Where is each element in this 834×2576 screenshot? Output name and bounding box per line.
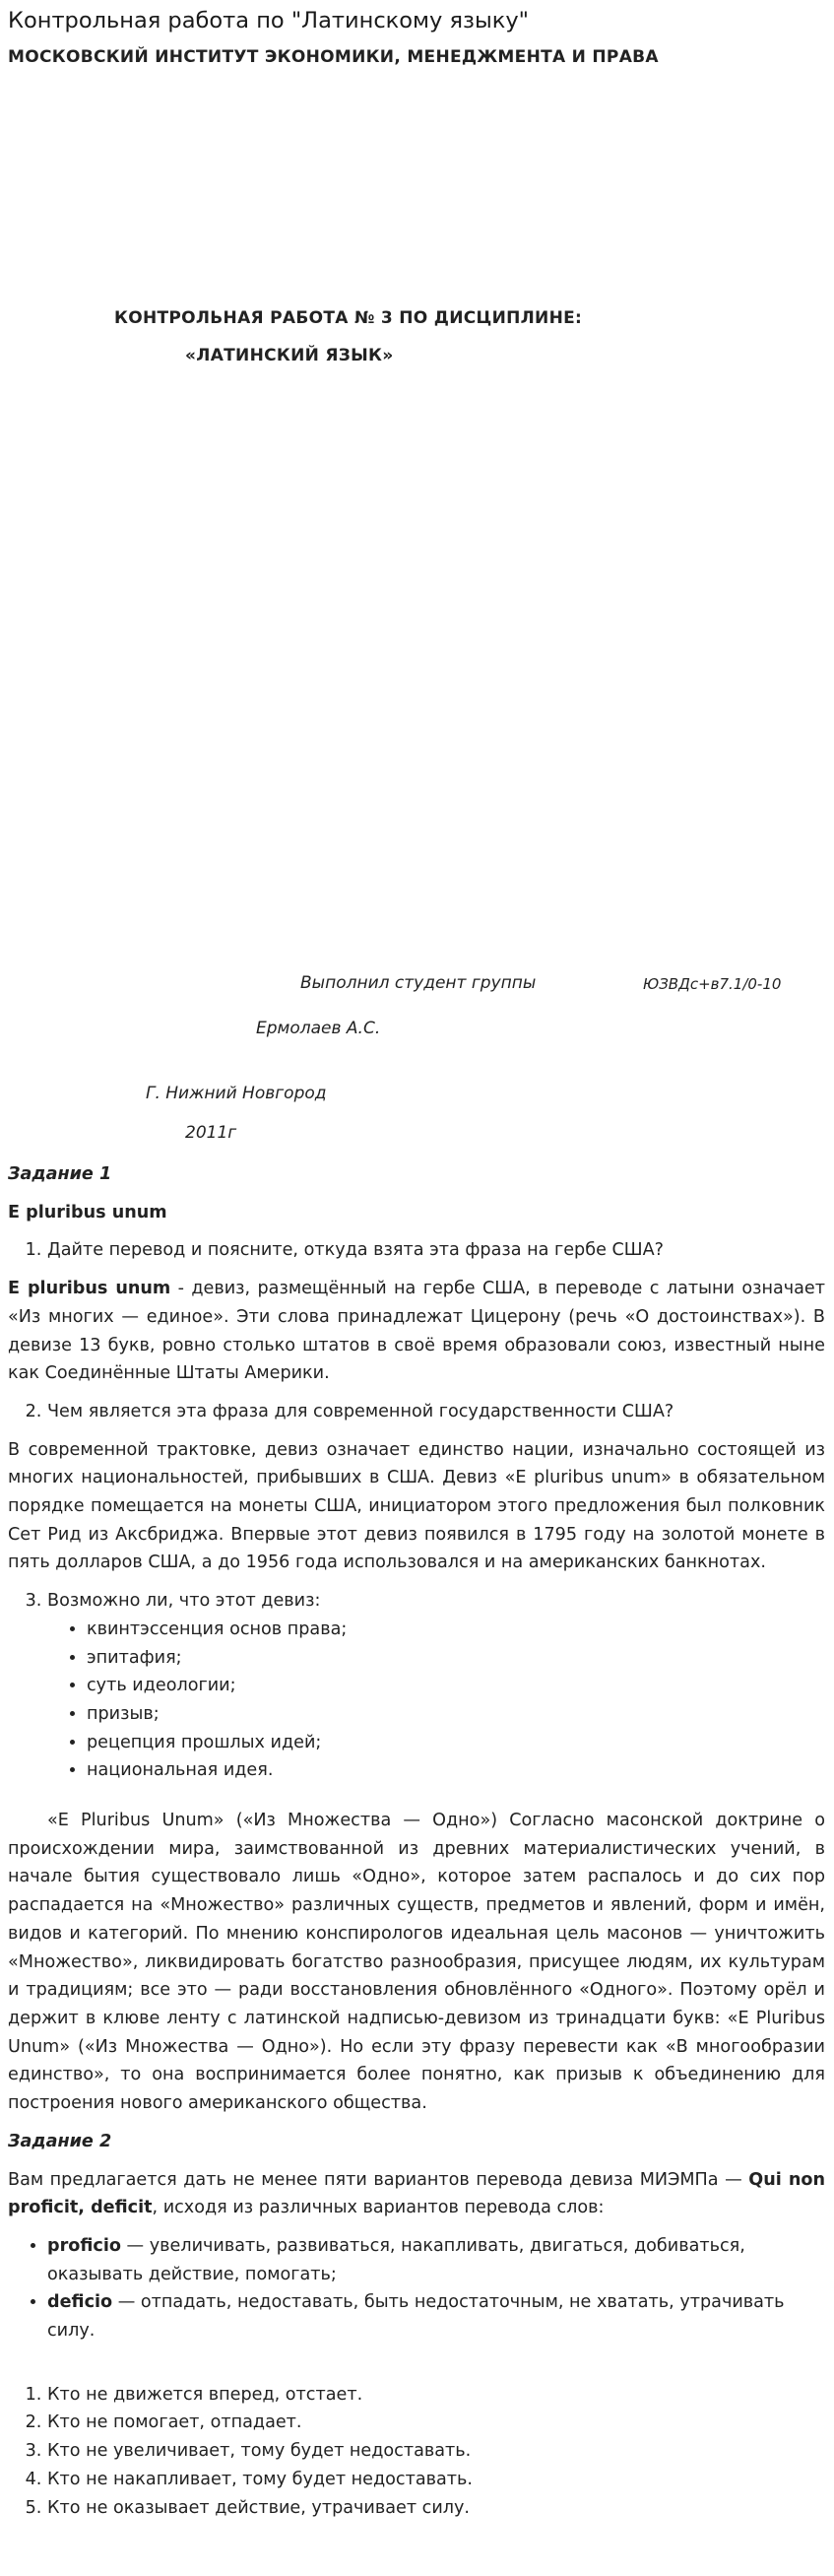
answer-3: «E Pluribus Unum» («Из Множества — Одно») Согласно масонской доктрине о происхождении мира, заимствованной из древних материалистических учений, в начале бытия существовало лишь «Одно», которое затем распалось и до сих пор распадается на «Множество» различных существ, предметов и явлений, форм и имён, видов и категорий. По мнению конспирологов идеальная цель масонов — уничтожить «Множество», ликвидировать богатство разнообразия, присущее людям, их культурам и традициям; все это — ради восстановления обновлённого «Одного». Поэтому орёл и держит в клюве ленту с латинской надписью-девизом из тринадцати букв: «E Pluribus Unum» («Из Множества — Одно»). Но если эту фразу перевести как «В многообразии единство», то она воспринимается более понятно, как призыв к объединению для построения нового американского общества. — [8, 1811, 825, 2114]
word-term: deficio — [47, 2292, 113, 2313]
question-2: 2. Чем является эта фраза для современной государственности США? — [47, 1398, 825, 1426]
task2-heading: Задание 2 — [8, 2131, 112, 2151]
year: 2011г — [185, 1123, 237, 1143]
option-item: • призыв; — [87, 1700, 825, 1729]
word-meaning: — отпадать, недоставать, быть недостаточным, не хватать, утрачивать силу. — [47, 2292, 785, 2342]
word-term: proficio — [47, 2235, 121, 2256]
translation-list — [8, 2381, 825, 2523]
task2-motto: Qui non proficit, deficit — [8, 2169, 825, 2218]
option-item: • квинтэссенция основ права; — [87, 1616, 825, 1644]
performed-by-label: Выполнил студент группы — [300, 973, 537, 993]
question-list-1 — [8, 1236, 825, 1265]
question-3 — [47, 1587, 825, 1785]
question-list-2 — [8, 1398, 825, 1426]
student-group: ЮЗВДс+в7.1/0-10 — [643, 975, 782, 993]
work-title: КОНТРОЛЬНАЯ РАБОТА № 3 ПО ДИСЦИПЛИНЕ: — [114, 308, 583, 328]
document-title: Контрольная работа по "Латинскому языку" — [8, 8, 530, 33]
task2-intro-after: , исходя из различных вариантов перевода слов: — [152, 2198, 605, 2218]
question-3-options — [47, 1616, 825, 1785]
option-item: • рецепция прошлых идей; — [87, 1729, 825, 1757]
task1-motto: E pluribus unum — [8, 1202, 167, 1222]
answer-2: В современной трактовке, девиз означает единство нации, изначально состоящей из многих национальностей, прибывших в США. Девиз «E pluribus unum» в обязательном порядке помещается на монеты США, инициатором этого предложения был полковник Сет Рид из Аксбриджа. Впервые этот девиз появился в 1795 году на золотой монете в пять долларов США, а до 1956 года использовался и на американских банкнотах. — [8, 1439, 825, 1573]
option-item: • национальная идея. — [87, 1756, 825, 1785]
answer-1-text: - девиз, размещённый на гербе США, в переводе с латыни означает «Из многих — единое». Эти слова принадлежат Цицерону (речь «О достоинствах»). В девизе 13 букв, ровно столько штатов в своё время образовали союз, известный ныне как Соединённые Штаты Америки. — [8, 1279, 825, 1384]
translation-item: 1. Кто не движется вперед, отстает. — [47, 2381, 825, 2410]
translation-item: 3. Кто не увеличивает, тому будет недоставать. — [47, 2437, 825, 2466]
answer-1-term: E pluribus unum — [8, 1279, 171, 1299]
option-item: • эпитафия; — [87, 1644, 825, 1673]
word-item — [47, 2232, 825, 2288]
student-name: Ермолаев А.С. — [256, 1019, 381, 1038]
translation-item: 5. Кто не оказывает действие, утрачивает силу. — [47, 2494, 825, 2523]
translation-item: 4. Кто не накапливает, тому будет недоставать. — [47, 2466, 825, 2494]
translation-item: 2. Кто не помогает, отпадает. — [47, 2409, 825, 2437]
question-3-text: Возможно ли, что этот девиз: — [47, 1591, 321, 1612]
word-list — [8, 2232, 825, 2345]
word-item — [47, 2288, 825, 2345]
word-meaning: — увеличивать, развиваться, накапливать, двигаться, добиваться, оказывать действие, помогать; — [47, 2235, 745, 2284]
answer-1 — [8, 1275, 825, 1388]
task1-heading: Задание 1 — [8, 1164, 112, 1184]
option-item: • суть идеологии; — [87, 1672, 825, 1700]
institute-name: МОСКОВСКИЙ ИНСТИТУТ ЭКОНОМИКИ, МЕНЕДЖМЕНТА И ПРАВА — [8, 47, 659, 67]
question-list-3 — [8, 1587, 825, 1785]
question-1: 1. Дайте перевод и поясните, откуда взята эта фраза на гербе США? — [47, 1236, 825, 1265]
discipline-name: «ЛАТИНСКИЙ ЯЗЫК» — [185, 346, 394, 365]
task2-intro-before: Вам предлагается дать не менее пяти вариантов перевода девиза МИЭМПа — — [8, 2169, 749, 2190]
document-body — [8, 1160, 825, 2522]
city: Г. Нижний Новгород — [146, 1084, 327, 1103]
task2-intro — [8, 2166, 825, 2222]
